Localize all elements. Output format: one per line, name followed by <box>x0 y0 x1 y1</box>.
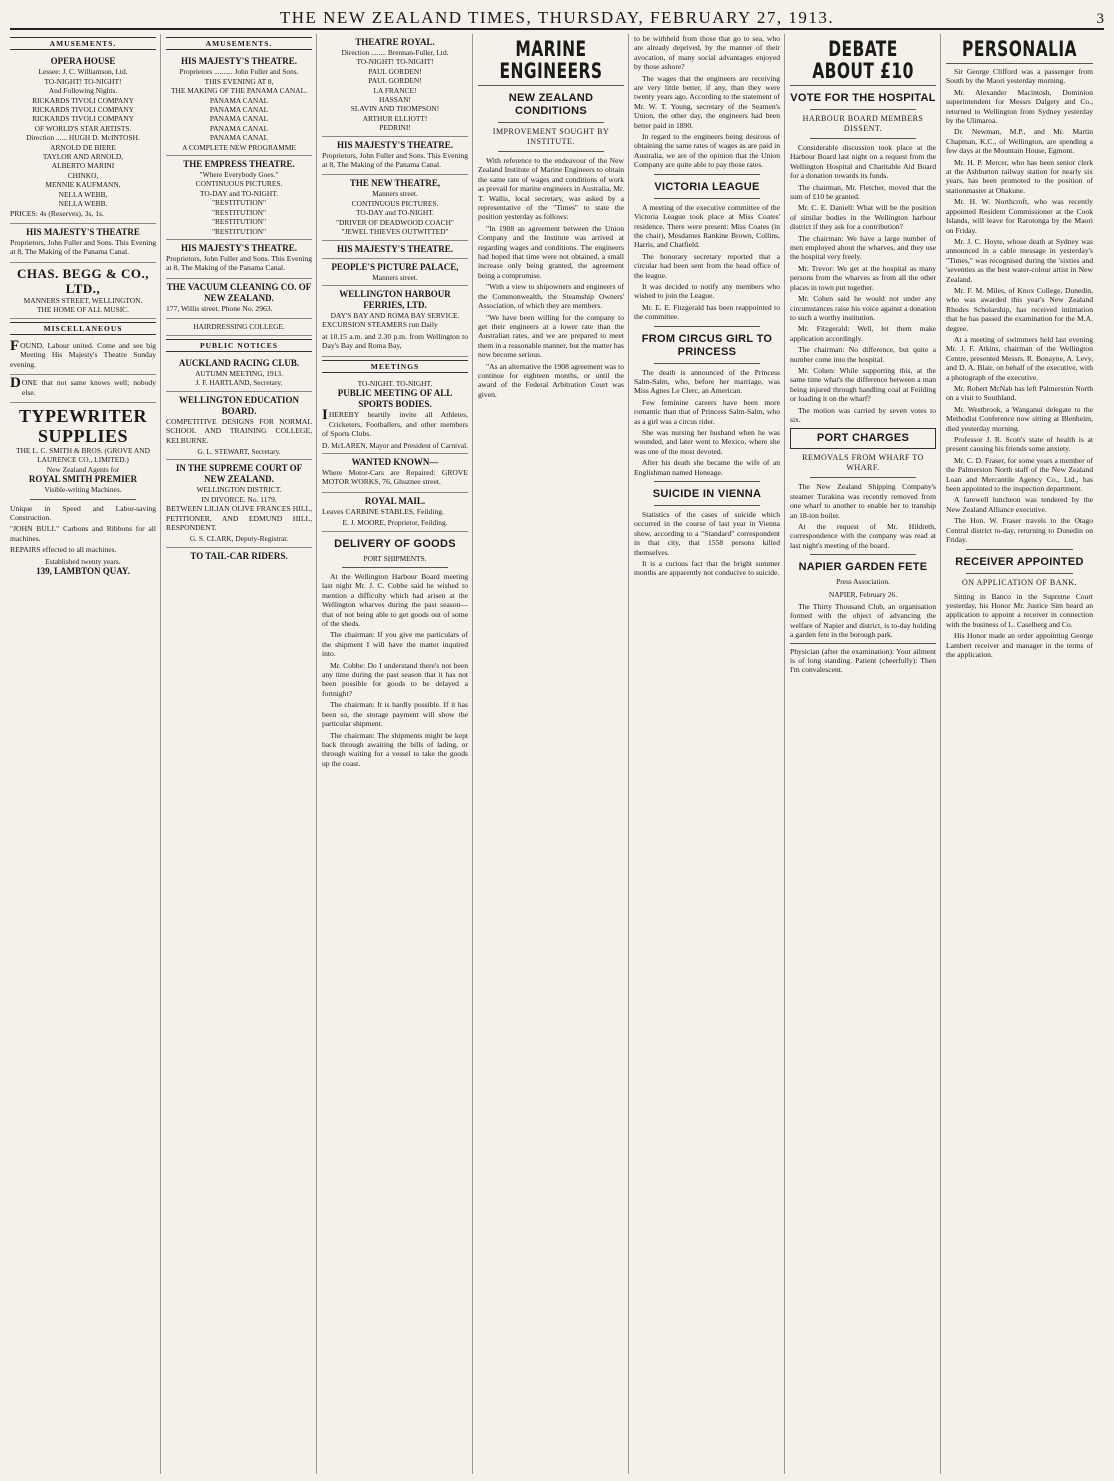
ad-chas-begg <box>10 263 156 319</box>
ad-line: "RESTITUTION" <box>211 226 267 236</box>
notice-title: TO TAIL-CAR RIDERS. <box>190 550 288 561</box>
article-paragraph: At the Wellington Harbour Board meeting last night Mr. J. C. Cobbe said he wished to mention a difficulty which had arisen at the Wellington wharves during the past season—that of not being able to get goods out of some of the sheds. <box>322 572 468 629</box>
article-source: Press Association. <box>836 577 890 587</box>
ad-title: OPERA HOUSE <box>50 56 116 67</box>
ad-line: Unique in Speed and Labor-saving Construction. <box>10 503 156 522</box>
ad-vacuum <box>166 279 312 319</box>
article-headline: PERSONALIA <box>962 37 1077 61</box>
ad-subtitle: Direction ........ Brennan-Fuller, Ltd. <box>341 48 449 57</box>
notice-signature: G. L. STEWART, Secretary. <box>197 446 281 456</box>
article-paragraph: Mr. Cobbe: Do I understand there's not been any time during the past season that it has not been possible for goods to be delayed a fortnight? <box>322 660 468 698</box>
divider <box>654 174 760 175</box>
article-paragraph: Sitting in Banco in the Supreme Court yesterday, his Honor Mr. Justice Sim heard an application to appoint a receiver in connection with the business of L. Caselberg and Co. <box>946 591 1093 629</box>
ad-body: 177, Willis street. Phone No. 2963. <box>166 303 273 313</box>
article-headline: MARINE ENGINEERS <box>499 37 603 83</box>
divider <box>478 85 624 86</box>
ad-line: "RESTITUTION" <box>211 198 267 208</box>
article-paragraph: Statistics of the cases of suicide which occurred in the course of last year in Vienna show, according to a "Standard" correspondent in that city, that 1558 persons killed themselves. <box>634 510 780 557</box>
article-paragraph: The chairman, Mr. Fletcher, moved that the sum of £10 be granted. <box>790 182 936 202</box>
ad-title: WELLINGTON HARBOUR FERRIES, LTD. <box>339 288 451 310</box>
article-deck: ON APPLICATION OF BANK. <box>961 577 1078 587</box>
ad-subtitle: DAY'S BAY AND ROMA BAY SERVICE. <box>330 310 460 320</box>
article-paragraph: The Thirty Thousand Club, an organisation formed with the object of advancing the welfare of Napier and district, is to-day holding a garden fete in the borough park. <box>790 602 936 640</box>
article-paragraph: "We have been willing for the company to get their engineers at a lower rate than the Australian rates, and we are prepared to meet them in a reasonable manner, but the matter has now become serious. <box>478 312 624 360</box>
personalia-item: The Hon. W. Fraser travels to the Otago Central district to-day, returning to Dunedin on Friday. <box>946 516 1093 545</box>
article-paragraph: Mr. Trevor: We get at the hospital as many persons from the wharves as from all the other places in town put together. <box>790 263 936 292</box>
notice-signature: J. F. HARTLAND, Secretary. <box>195 378 283 388</box>
section-header-meetings: MEETINGS <box>322 360 468 373</box>
notice-body: IHEREBY heartily invite all Athletes, Cricketers, Footballers, and other members of Sports Clubs. <box>322 407 468 439</box>
notice-title: PUBLIC MEETING OF ALL SPORTS BODIES. <box>337 388 453 410</box>
classified-text: DONE that not same knows well; nobody else. <box>10 375 156 397</box>
ad-title: HIS MAJESTY'S THEATRE <box>26 226 140 237</box>
notice-signature: D. McLAREN, Mayor and President of Carnival. <box>322 440 468 450</box>
ad-hairdressing <box>166 319 312 335</box>
ad-act: MENNIE KAUFMANN, <box>45 180 121 190</box>
ad-address: 139, LAMBTON QUAY. <box>36 566 130 577</box>
article-paragraph: Mr. Fitzgerald: Well, let them make application accordingly. <box>790 324 936 343</box>
ad-royal-mail <box>322 493 468 532</box>
ad-title: TYPEWRITER SUPPLIES <box>18 405 148 446</box>
ad-line: ARTHUR ELLIOTT! <box>362 113 428 123</box>
ad-peoples-palace <box>322 259 468 286</box>
column-6 <box>790 34 941 1474</box>
article-subhead: PORT SHIPMENTS. <box>363 553 427 563</box>
ad-subtitle: Lessee: J. C. Williamson, Ltd. <box>38 67 128 77</box>
article-headline: FROM CIRCUS GIRL TO PRINCESS <box>641 332 773 358</box>
filler-joke: Physician (after the examination): Your ailment is of long standing. Patient (cheerfully): Then I'm convalescent. <box>790 646 936 675</box>
ad-line: PANAMA CANAL <box>209 114 269 124</box>
ad-act: TAYLOR AND ARNOLD, <box>42 152 124 162</box>
notice-title: IN THE SUPREME COURT OF NEW ZEALAND. <box>175 463 303 485</box>
article-paragraph: The chairman: It is hardly possible. If it has been so, the storage payment will show the particular shipment. <box>322 700 468 729</box>
notice-title: AUCKLAND RACING CLUB. <box>178 357 300 368</box>
ad-subtitle: THE HOME OF ALL MUSIC. <box>37 305 129 315</box>
article-paragraph: His Honor made an order appointing George Lambert receiver and manager in the terms of the application. <box>946 631 1093 659</box>
divider <box>790 85 936 86</box>
ad-line: THIS EVENING AT 8, <box>204 76 274 86</box>
ad-line: HASSAN! <box>378 95 412 105</box>
divider <box>810 554 916 555</box>
ad-line: PAUL GORDEN! <box>368 76 422 86</box>
ad-body: Proprietors, John Fuller and Sons. This Evening at 8, The Making of the Panama Canal. <box>166 253 312 273</box>
article-headline: DELIVERY OF GOODS <box>334 537 456 550</box>
ad-title: CHAS. BEGG & CO., LTD., <box>16 265 149 296</box>
personalia-item: Mr. C. D. Fraser, for some years a member of the Palmerston North staff of the New Zealand Loan and Mercantile Agency Co., Ltd., has been appointed to the inspection department. <box>946 455 1093 494</box>
ad-line: "DRIVER OF DEADWOOD COACH" <box>336 217 454 227</box>
personalia-item: Mr. J. C. Hoyte, whose death at Sydney was announced in a cable message in yesterday's "Times," was recognised during the 'sixties and 'seventies as the best water-colour artist in New Zealand. <box>946 236 1093 284</box>
ad-line: RICKARDS TIVOLI COMPANY <box>32 105 134 115</box>
article-headline: RECEIVER APPOINTED <box>955 555 1084 568</box>
ad-line: "RESTITUTION" <box>211 207 267 217</box>
ad-line: SLAVIN AND THOMPSON! <box>350 104 440 114</box>
ad-line: OF WORLD'S STAR ARTISTS. <box>34 123 132 133</box>
article-paragraph: The chairman: No difference, but quite a number come into the hospital. <box>790 345 936 364</box>
ad-line: PANAMA CANAL <box>209 133 269 143</box>
divider <box>790 643 936 644</box>
notice-subtitle: AUTUMN MEETING, 1913. <box>195 368 283 378</box>
divider <box>810 477 916 478</box>
ad-body: Proprietors, John Fuller and Sons. This Evening at 8, The Making of the Panama Canal. <box>322 150 468 170</box>
article-headline: DEBATE ABOUT £10 <box>812 37 914 83</box>
ad-line: PANAMA CANAL <box>209 95 269 105</box>
classified-text: FOUND, Labour united. Come and see big Meeting His Majesty's Theatre Sunday evening. <box>10 337 156 369</box>
article-paragraph: The wages that the engineers are receiving are very little better, if any, than they were twenty years ago. According to the statement of Mr. W. T. Young, secretary of the Seamen's Union, the other day, the engineers had been better paid in 1890. <box>634 73 780 130</box>
personalia-item: Mr. F. M. Miles, of Knox College, Dunedin, who was awarded this year's New Zealand Rhodes Scholarship, has received intimation that he has passed the examination for the M.A. degree. <box>946 285 1093 333</box>
ad-subtitle: Proprietors .......... John Fuller and Sons. <box>179 67 299 77</box>
article-paragraph: It was decided to notify any members who wished to join the League. <box>634 281 780 301</box>
notice-body: COMPETITIVE DESIGNS FOR NORMAL SCHOOL AND TRAINING COLLEGE, KELBURNE. <box>166 416 312 445</box>
ad-opera-house <box>10 53 156 224</box>
notice-subtitle: IN DIVORCE. No. 1179. <box>201 494 277 504</box>
article-paragraph: "In 1908 an agreement between the Union Company and the Institute was arrived at regarding wages and conditions. The engineers had hoped that time were not obtained, a small increase only being granted, the agreement being a compromise. <box>478 223 624 280</box>
ad-line: CONTINUOUS PICTURES. <box>351 198 439 208</box>
divider <box>810 109 916 110</box>
column-grid <box>10 34 1104 1474</box>
classified-item <box>10 338 156 375</box>
personalia-item: Sir George Clifford was a passenger from South by the Maori yesterday morning. <box>946 67 1093 86</box>
personalia-item: Dr. Newman, M.P., and Mr. Martin Chapman, K.C., of Wellington, are spending a few days at the Mountain House, Egmont. <box>946 127 1093 156</box>
ad-body: Proprietors, John Fuller and Sons. This Evening at 8, The Making of the Panama Canal. <box>10 237 156 257</box>
ad-line: A COMPLETE NEW PROGRAMME <box>182 142 296 152</box>
article-subheadline: NEW ZEALAND CONDITIONS <box>508 92 594 117</box>
article-paragraph: Mr. Cohen said he would not under any circumstances raise his voice against a donation to such a worthy institution. <box>790 294 936 322</box>
divider <box>946 63 1093 64</box>
ad-line: TO-DAY and TO-NIGHT. <box>200 188 278 198</box>
ad-body: Where Motor-Cars are Repaired: GROVE MOTOR WORKS, 76, Ghuznee street. <box>322 467 468 487</box>
column-5 <box>634 34 785 1474</box>
ad-line: TO-NIGHT! TO-NIGHT! <box>44 76 122 86</box>
ad-line: PAUL GORDEN! <box>368 66 422 76</box>
ad-title: THE VACUUM CLEANING CO. OF NEW ZEALAND. <box>166 281 312 303</box>
article-paragraph: Mr. C. E. Daniell: What will be the position of similar bodies in the Wellington harbour district if they ask for a contribution? <box>790 203 936 232</box>
article-headline: NAPIER GARDEN FETE <box>798 561 928 574</box>
column-3 <box>322 34 473 1474</box>
ad-line: And Following Nights. <box>48 86 118 96</box>
article-paragraph: It is a curious fact that the bright summer months are apparently not conducive to suicide. <box>634 559 780 578</box>
ad-line: REPAIRS effected to all machines. <box>10 545 117 555</box>
ad-his-majestys <box>322 137 468 176</box>
ad-title: HIS MAJESTY'S THEATRE. <box>181 56 297 67</box>
column-2 <box>166 34 317 1474</box>
ad-subtitle: MANNERS STREET, WELLINGTON. <box>23 295 143 305</box>
ad-line: "JOHN BULL" Carbons and Ribbons for all machines. <box>10 524 156 543</box>
ad-line: "RESTITUTION" <box>211 217 267 227</box>
divider <box>654 198 760 199</box>
divider <box>30 499 136 500</box>
article-paragraph: The New Zealand Shipping Company's steamer Turakina was recently removed from one wharf to another to enable her to tranship an 18-ton boiler. <box>790 482 936 520</box>
ad-title: PEOPLE'S PICTURE PALACE, <box>331 261 459 272</box>
divider <box>810 138 916 139</box>
article-paragraph: Considerable discussion took place at the Harbour Board last night on a request from the Wellington Hospital and Charitable Aid Board for a donation towards its funds. <box>790 143 936 181</box>
ad-line: RICKARDS TIVOLI COMPANY <box>32 95 134 105</box>
personalia-item: Mr. Robert McNab has left Palmerston North on a visit to Southland. <box>946 384 1093 403</box>
ad-line: Direction ...... HUGH D. McINTOSH. <box>26 133 140 143</box>
article-paragraph: "As an alternative the 1908 agreement was to continue for eighteen months, or until the award of the Federal Arbitration Court was given. <box>478 361 624 399</box>
ad-body: Leaves CARBINE STABLES, Feilding. <box>322 506 444 516</box>
ad-line: "JEWEL THIEVES OUTWITTED" <box>341 227 449 237</box>
article-paragraph: The chairman: If you give me particulars of the shipment I will have the matter inquired into. <box>322 630 468 659</box>
article-paragraph: The motion was carried by seven votes to six. <box>790 405 936 424</box>
article-paragraph: With reference to the endeavour of the New Zealand Institute of Marine Engineers to obtain the same rate of wages and conditions of work as prevail for marine engineers in Australia, Mr. T. Wallis, local secretary, was asked by a representative of the "Times" to state the position yesterday as follows: <box>478 156 624 222</box>
ad-new-theatre <box>322 175 468 240</box>
notice-tail-car <box>166 548 312 565</box>
article-paragraph: After his death she became the wife of an Englishman named Heneage. <box>634 458 780 477</box>
notice-signature: G. S. CLARK, Deputy-Registrar. <box>189 534 289 544</box>
newspaper-page <box>10 6 1104 1476</box>
article-paragraph: A meeting of the executive committee of the Victoria League took place at Miss Coates' residence. There were present: Miss Coates (in the chair), Mesdames Rankine Brown, Collins, Harris, and Chatfield. <box>634 202 780 250</box>
ad-his-majestys-2 <box>166 240 312 279</box>
ad-his-majestys <box>10 224 156 263</box>
ad-line: PEDRINI! <box>379 123 411 133</box>
article-headline-box <box>790 428 936 449</box>
personalia-item: Professor J. R. Scott's state of health is at present causing his friends some anxiety. <box>946 435 1093 454</box>
notice-subtitle: WELLINGTON DISTRICT. <box>196 485 282 495</box>
ad-line: Visible-writing Machines. <box>44 485 122 495</box>
ad-line: Established twenty years. <box>45 556 121 566</box>
divider <box>654 505 760 506</box>
ad-line: "Where Everybody Goes." <box>199 170 279 180</box>
section-header-public-notices: PUBLIC NOTICES <box>166 339 312 352</box>
page-number: 3 <box>1096 11 1104 27</box>
personalia-item: Mr. H. P. Mercer, who has been senior clerk at the Ashburton railway station for nearly six years, has been promoted to the position of stationmaster at Ohakune. <box>946 157 1093 195</box>
ad-act: NELLA WEBB, <box>58 189 108 199</box>
section-header-amusements: AMUSEMENTS. <box>166 37 312 50</box>
divider <box>654 481 760 482</box>
ad-his-majestys-2 <box>322 241 468 259</box>
article-dateline: NAPIER, February 26. <box>828 589 898 599</box>
ad-title: WANTED KNOWN— <box>351 456 439 467</box>
article-headline: PORT CHARGES <box>816 432 910 445</box>
column-1 <box>10 34 161 1474</box>
article-headline: VICTORIA LEAGUE <box>654 180 760 193</box>
article-paragraph: Mr. Cohen: While supporting this, at the same time what's the difference between a man being injured through handling coal at Feilding or loading it on the wharf? <box>790 365 936 404</box>
notice-title: WELLINGTON EDUCATION BOARD. <box>179 394 299 416</box>
ad-title: THE NEW THEATRE, <box>349 178 441 189</box>
notice-racing <box>166 355 312 392</box>
personalia-item: At a meeting of swimmers held last evening Mr. J. F. Atkins, chairman of the Wellington Centre, presented Messrs. R. Bonayne, A. Levy, and D. A. Blair, on behalf of the executive, with a photograph of the executive. <box>946 334 1093 382</box>
ad-title: ROYAL MAIL. <box>364 495 426 506</box>
article-paragraph: She was nursing her husband when he was wounded, and later went to Mexico, where she was one of the most devoted. <box>634 428 780 456</box>
article-paragraph: The death is announced of the Princess Salm-Salm, who, before her marriage, was Miss Agnes Le Clerc, an American. <box>634 367 780 396</box>
notice-body: BETWEEN LILIAN OLIVE FRANCES HILL, PETITIONER, AND EDMUND HILL, RESPONDENT. <box>166 504 312 532</box>
article-deck: REMOVALS FROM WHARF TO WHARF. <box>802 453 924 473</box>
divider <box>498 122 604 123</box>
article-paragraph: Few feminine careers have been more romantic than that of Princess Salm-Salm, who as a girl was a circus rider. <box>634 397 780 426</box>
ad-line: CONTINUOUS PICTURES. <box>195 179 283 189</box>
ad-line: TO-DAY and TO-NIGHT. <box>356 208 434 218</box>
ad-typewriter <box>10 403 156 580</box>
divider <box>966 549 1073 550</box>
ad-signature: E. J. MOORE, Proprietor, Feilding. <box>342 518 448 528</box>
ad-title: HIS MAJESTY'S THEATRE. <box>337 139 453 150</box>
article-paragraph: The chairman: The shipments might be kept back through awaiting the bills of lading, or through waiting for a vessel to take the goods up the coast. <box>322 730 468 768</box>
masthead <box>10 6 1104 30</box>
article-subheadline: VOTE FOR THE HOSPITAL <box>790 92 936 104</box>
personalia-item: Mr. Alexander Macintosh, Dominion superintendent for Messrs Dalgety and Co., returned to Wellington from Sydney yesterday by the Ulimaroa. <box>946 87 1093 126</box>
ad-ferries <box>322 286 468 357</box>
ad-act: ALBERTO MARINI <box>51 161 115 171</box>
ad-subtitle: THE L. C. SMITH & BROS. (GROVE AND LAURENCE CO., LIMITED.) <box>16 445 150 465</box>
personalia-item: Mr. Westbrook, a Wanganui delegate to the Methodist Conference now sitting at Blenheim, died yesterday morning. <box>946 404 1093 433</box>
ad-subtitle: New Zealand Agents for <box>46 464 120 474</box>
personalia-item: Mr. H. W. Northcroft, who was recently appointed Resident Commissioner at the Cook Islands, will leave for Rarotonga by the Maori on Friday. <box>946 197 1093 235</box>
masthead-title: THE NEW ZEALAND TIMES, THURSDAY, FEBRUARY 27, 1913. <box>279 8 835 27</box>
ad-line: THE MAKING OF THE PANAMA CANAL. <box>171 86 307 96</box>
article-paragraph: The honorary secretary reported that a circular had been sent from the head office of the league. <box>634 251 780 280</box>
column-7 <box>946 34 1097 1474</box>
article-deck: IMPROVEMENT SOUGHT BY INSTITUTE. <box>492 127 610 146</box>
section-header-amusements: AMUSEMENTS. <box>10 37 156 50</box>
column-4 <box>478 34 629 1474</box>
notice-court <box>166 460 312 547</box>
ad-line: LA FRANCE! <box>373 85 417 95</box>
ad-body: at 10.15 a.m. and 2.30 p.m. from Wellington to Day's Bay and Roma Bay, <box>322 331 468 351</box>
notice-education <box>166 392 312 461</box>
article-paragraph: to be withheld from those that go to sea, who are already deprived, by the manner of their avocation, of many social advantages enjoyed by those ashore? <box>634 34 780 72</box>
ad-wanted <box>322 454 468 493</box>
divider <box>654 326 760 327</box>
section-header-misc: MISCELLANEOUS <box>10 322 156 335</box>
ad-title: THEATRE ROYAL. <box>355 37 435 47</box>
article-paragraph: "With a view to shipowners and engineers of the Commonwealth, the Steamship Owners' Association, of which they are members. <box>478 282 624 311</box>
ad-line: PANAMA CANAL <box>209 123 269 133</box>
ad-line: TO-NIGHT! TO-NIGHT! <box>356 57 434 67</box>
ad-title: HIS MAJESTY'S THEATRE. <box>337 243 453 254</box>
article-paragraph: The chairman: We have a large number of men employed about the wharves, and they use the hospital very freely. <box>790 233 936 262</box>
ad-title: THE EMPRESS THEATRE. <box>183 159 295 170</box>
ad-subtitle: Manners street. <box>372 189 418 199</box>
ad-empress <box>166 156 312 240</box>
ad-prices: PRICES: 4s (Reserves), 3s, 1s. <box>10 208 104 218</box>
divider <box>966 573 1073 574</box>
divider <box>654 363 760 364</box>
ad-subtitle: Manners street. <box>372 272 418 282</box>
ad-theatre-royal <box>322 34 468 137</box>
classified-item <box>10 375 156 403</box>
divider <box>342 567 448 568</box>
ad-act: NELLA WEBB. <box>58 199 108 209</box>
ad-his-majestys <box>166 53 312 156</box>
article-paragraph: In regard to the engineers being desirous of obtaining the same rates of wages as are paid in Australia, we are of the opinion that the Union Company are quite able to pay those rates. <box>634 132 780 170</box>
ad-act: CHINKO, <box>67 170 99 180</box>
ad-brands: ROYAL SMITH PREMIER <box>28 474 138 485</box>
ad-body: EXCURSION STEAMERS run Daily <box>322 320 438 330</box>
article-headline: SUICIDE IN VIENNA <box>652 488 762 501</box>
ad-act: ARNOLD DE BIERE <box>50 142 116 152</box>
article-paragraph: Mr. E. E. Fitzgerald has been reappointed to the committee. <box>634 302 780 322</box>
ad-line: PANAMA CANAL <box>209 105 269 115</box>
notice-meeting <box>322 376 468 454</box>
article-paragraph: At the request of Mr. Hildreth, correspondence with the company was read at last night's meeting of the board. <box>790 522 936 550</box>
personalia-item: A farewell luncheon was tendered by the New Zealand Alliance executive. <box>946 495 1093 514</box>
divider <box>498 151 604 152</box>
ad-title: HAIRDRESSING COLLEGE. <box>193 322 285 332</box>
article-deck: HARBOUR BOARD MEMBERS DISSENT. <box>802 114 924 133</box>
ad-line: RICKARDS TIVOLI COMPANY <box>32 114 134 124</box>
ad-title: HIS MAJESTY'S THEATRE. <box>181 242 297 253</box>
notice-line: TO-NIGHT. TO-NIGHT. <box>357 378 433 388</box>
